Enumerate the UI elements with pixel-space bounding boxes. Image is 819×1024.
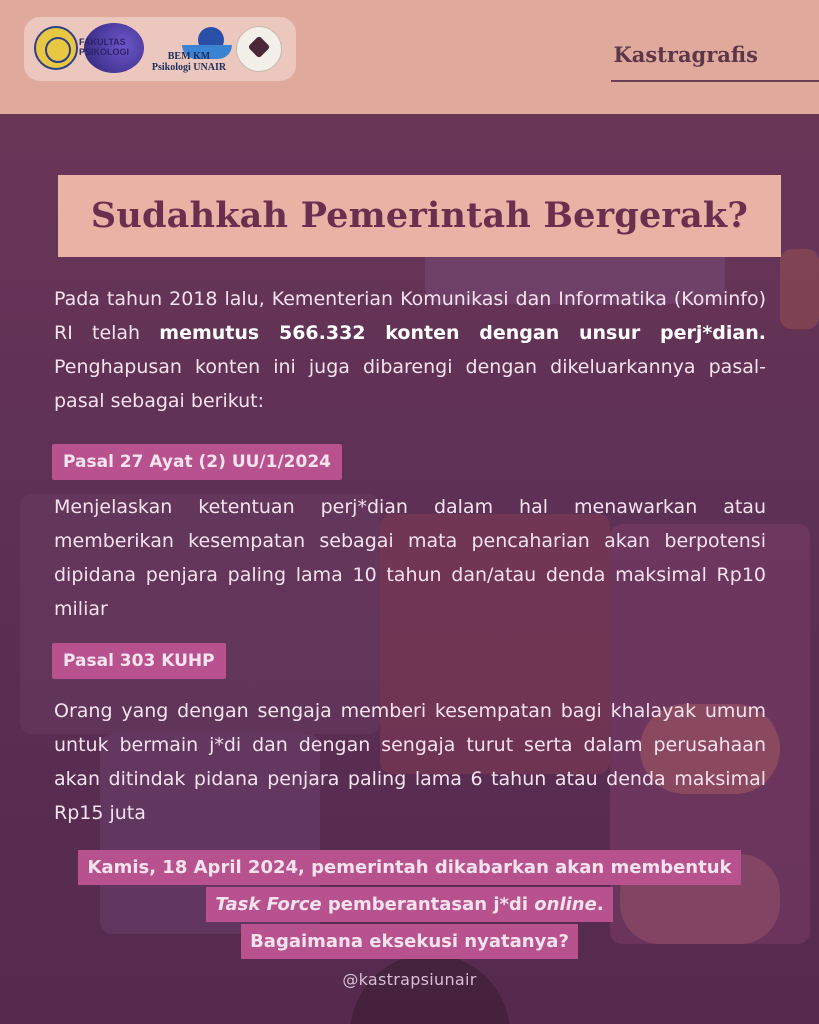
brand-underline (611, 80, 819, 82)
section-paragraph: Orang yang dengan sengaja memberi kesempatan bagi khalayak umum untuk bermain j*di dan dengan sengaja turut serta dalam perusahaan akan ditindak pidana penjara paling lama 6 tahun atau denda maksimal Rp15 juta (54, 700, 766, 824)
social-handle: @kastrapsiunair (342, 970, 477, 989)
closing-line-1: Kamis, 18 April 2024, pemerintah dikabarkan akan membentuk (78, 850, 740, 885)
intro-bold-text: memutus 566.332 konten dengan unsur perj*dian. (159, 322, 766, 344)
faculty-logo-text: FAKULTAS PSIKOLOGI (79, 37, 130, 57)
closing-callout (0, 850, 819, 961)
closing-line-2 (206, 887, 612, 922)
intro-text-end: Penghapusan konten ini juga dibarengi dengan dikeluarkannya pasal-pasal sebagai berikut: (54, 356, 766, 412)
closing-line-2-end: . (596, 894, 604, 915)
online-text: online (534, 894, 597, 915)
university-seal-logo (34, 26, 78, 70)
logo-strip (24, 17, 296, 81)
intro-paragraph (54, 282, 766, 418)
section-label: Pasal 27 Ayat (2) UU/1/2024 (52, 444, 342, 480)
section-paragraph: Menjelaskan ketentuan perj*dian dalam hal menawarkan atau memberikan kesempatan sebagai mata pencaharian akan berpotensi dipidana penjara paling lama 10 tahun dan/atau denda maksimal Rp10 miliar (54, 496, 766, 620)
closing-line-2-mid: pemberantasan j*di (321, 894, 535, 915)
background-glow (780, 249, 819, 329)
background-glow (350, 954, 510, 1024)
task-force-text: Task Force (215, 894, 322, 915)
page-title: Sudahkah Pemerintah Bergerak? (90, 195, 749, 236)
section-label: Pasal 303 KUHP (52, 643, 226, 679)
kastra-logo (236, 26, 282, 72)
closing-line-3: Bagaimana eksekusi nyatanya? (241, 924, 578, 959)
bem-logo-text: BEM KM Psikologi UNAIR (151, 51, 227, 73)
header-band (0, 0, 819, 114)
brand-name: Kastragrafis (613, 42, 758, 67)
title-box (58, 175, 781, 257)
intro-text: Pada tahun 2018 lalu, Kementerian Komunikasi dan Informatika (Kominfo) RI telah (54, 288, 766, 344)
